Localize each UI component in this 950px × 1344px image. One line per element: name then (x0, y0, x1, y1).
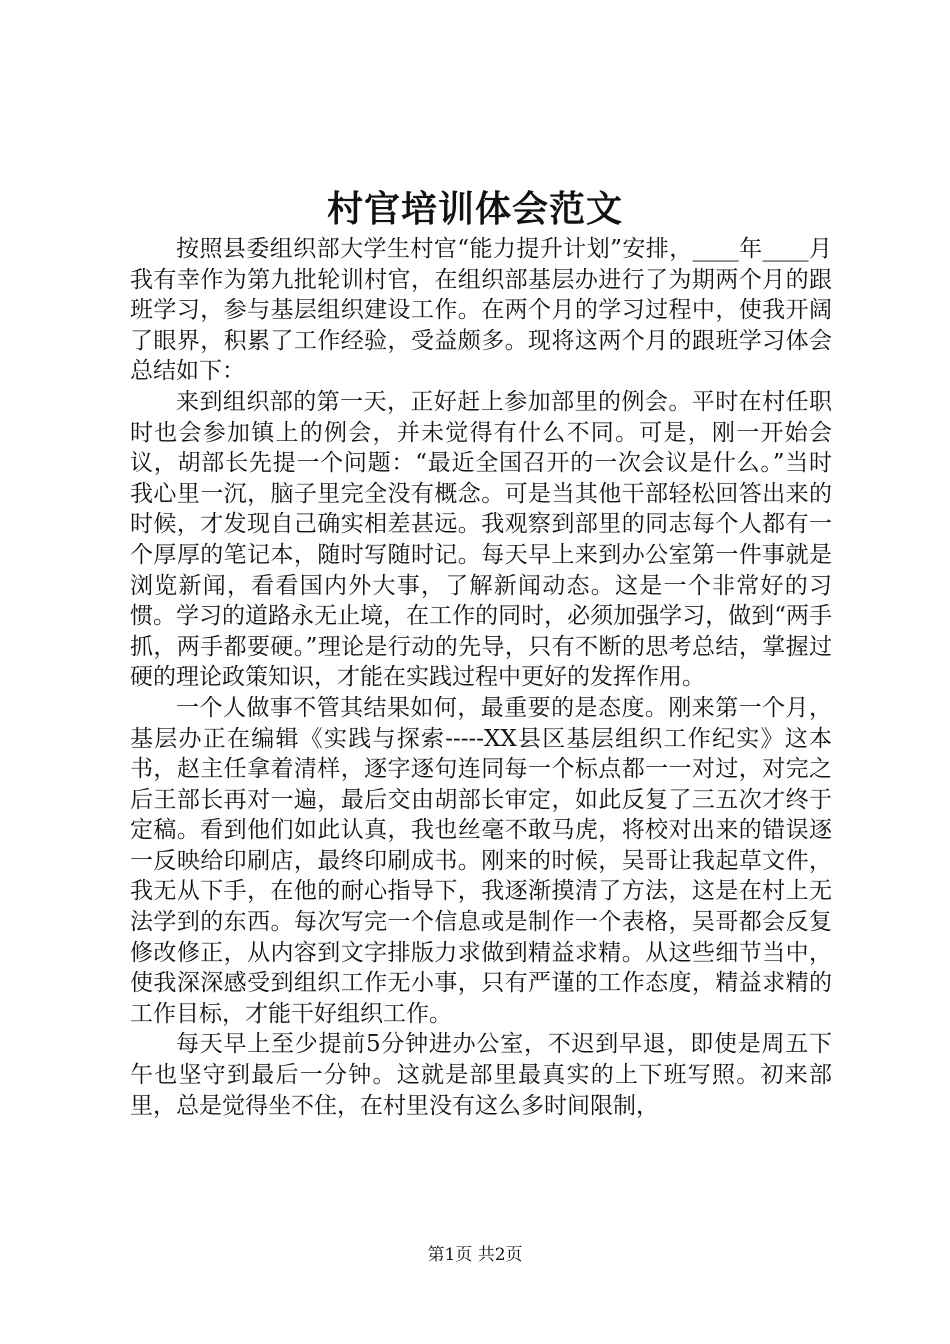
paragraph-1: 按照县委组织部大学生村官“能力提升计划”安排，____年____月我有幸作为第九批轮训村官，在组织部基层办进行了为期两个月的跟班学习，参与基层组织建设工作。在两个月的学习过程中，使我开阔了眼界，积累了工作经验，受益颇多。现将这两个月的跟班学习体会总结如下： (130, 236, 832, 385)
paragraph-3: 一个人做事不管其结果如何，最重要的是态度。刚来第一个月，基层办正在编辑《实践与探索-----XX县区基层组织工作纪实》这本书，赵主任拿着清样，逐字逐句连同每一个标点都一一对过，对完之后王部长再对一遍，最后交由胡部长审定，如此反复了三五次才终于定稿。看到他们如此认真，我也丝毫不敢马虎，将校对出来的错误逐一反映给印刷店，最终印刷成书。刚来的时候，吴哥让我起草文件，我无从下手，在他的耐心指导下，我逐渐摸清了方法，这是在村上无法学到的东西。每次写完一个信息或是制作一个表格，吴哥都会反复修改修正，从内容到文字排版力求做到精益求精。从这些细节当中，使我深深感受到组织工作无小事，只有严谨的工作态度，精益求精的工作目标，才能干好组织工作。 (130, 694, 832, 1027)
paragraph-2: 来到组织部的第一天，正好赶上参加部里的例会。平时在村任职时也会参加镇上的例会，并未觉得有什么不同。可是，刚一开始会议，胡部长先提一个问题：“最近全国召开的一次会议是什么。”当时我心里一沉，脑子里完全没有概念。可是当其他干部轻松回答出来的时候，才发现自己确实相差甚远。我观察到部里的同志每个人都有一个厚厚的笔记本，随时写随时记。每天早上来到办公室第一件事就是浏览新闻，看看国内外大事，了解新闻动态。这是一个非常好的习惯。学习的道路永无止境，在工作的同时，必须加强学习，做到“两手抓，两手都要硬。”理论是行动的先导，只有不断的思考总结，掌握过硬的理论政策知识，才能在实践过程中更好的发挥作用。 (130, 388, 832, 691)
page-number-footer: 第1页 共2页 (427, 1245, 523, 1265)
document-title: 村官培训体会范文 (326, 188, 623, 230)
paragraph-4: 每天早上至少提前5分钟进办公室，不迟到早退，即使是周五下午也坚守到最后一分钟。这就是部里最真实的上下班写照。初来部里，总是觉得坐不住，在村里没有这么多时间限制， (130, 1031, 832, 1119)
document-body (130, 234, 832, 1121)
